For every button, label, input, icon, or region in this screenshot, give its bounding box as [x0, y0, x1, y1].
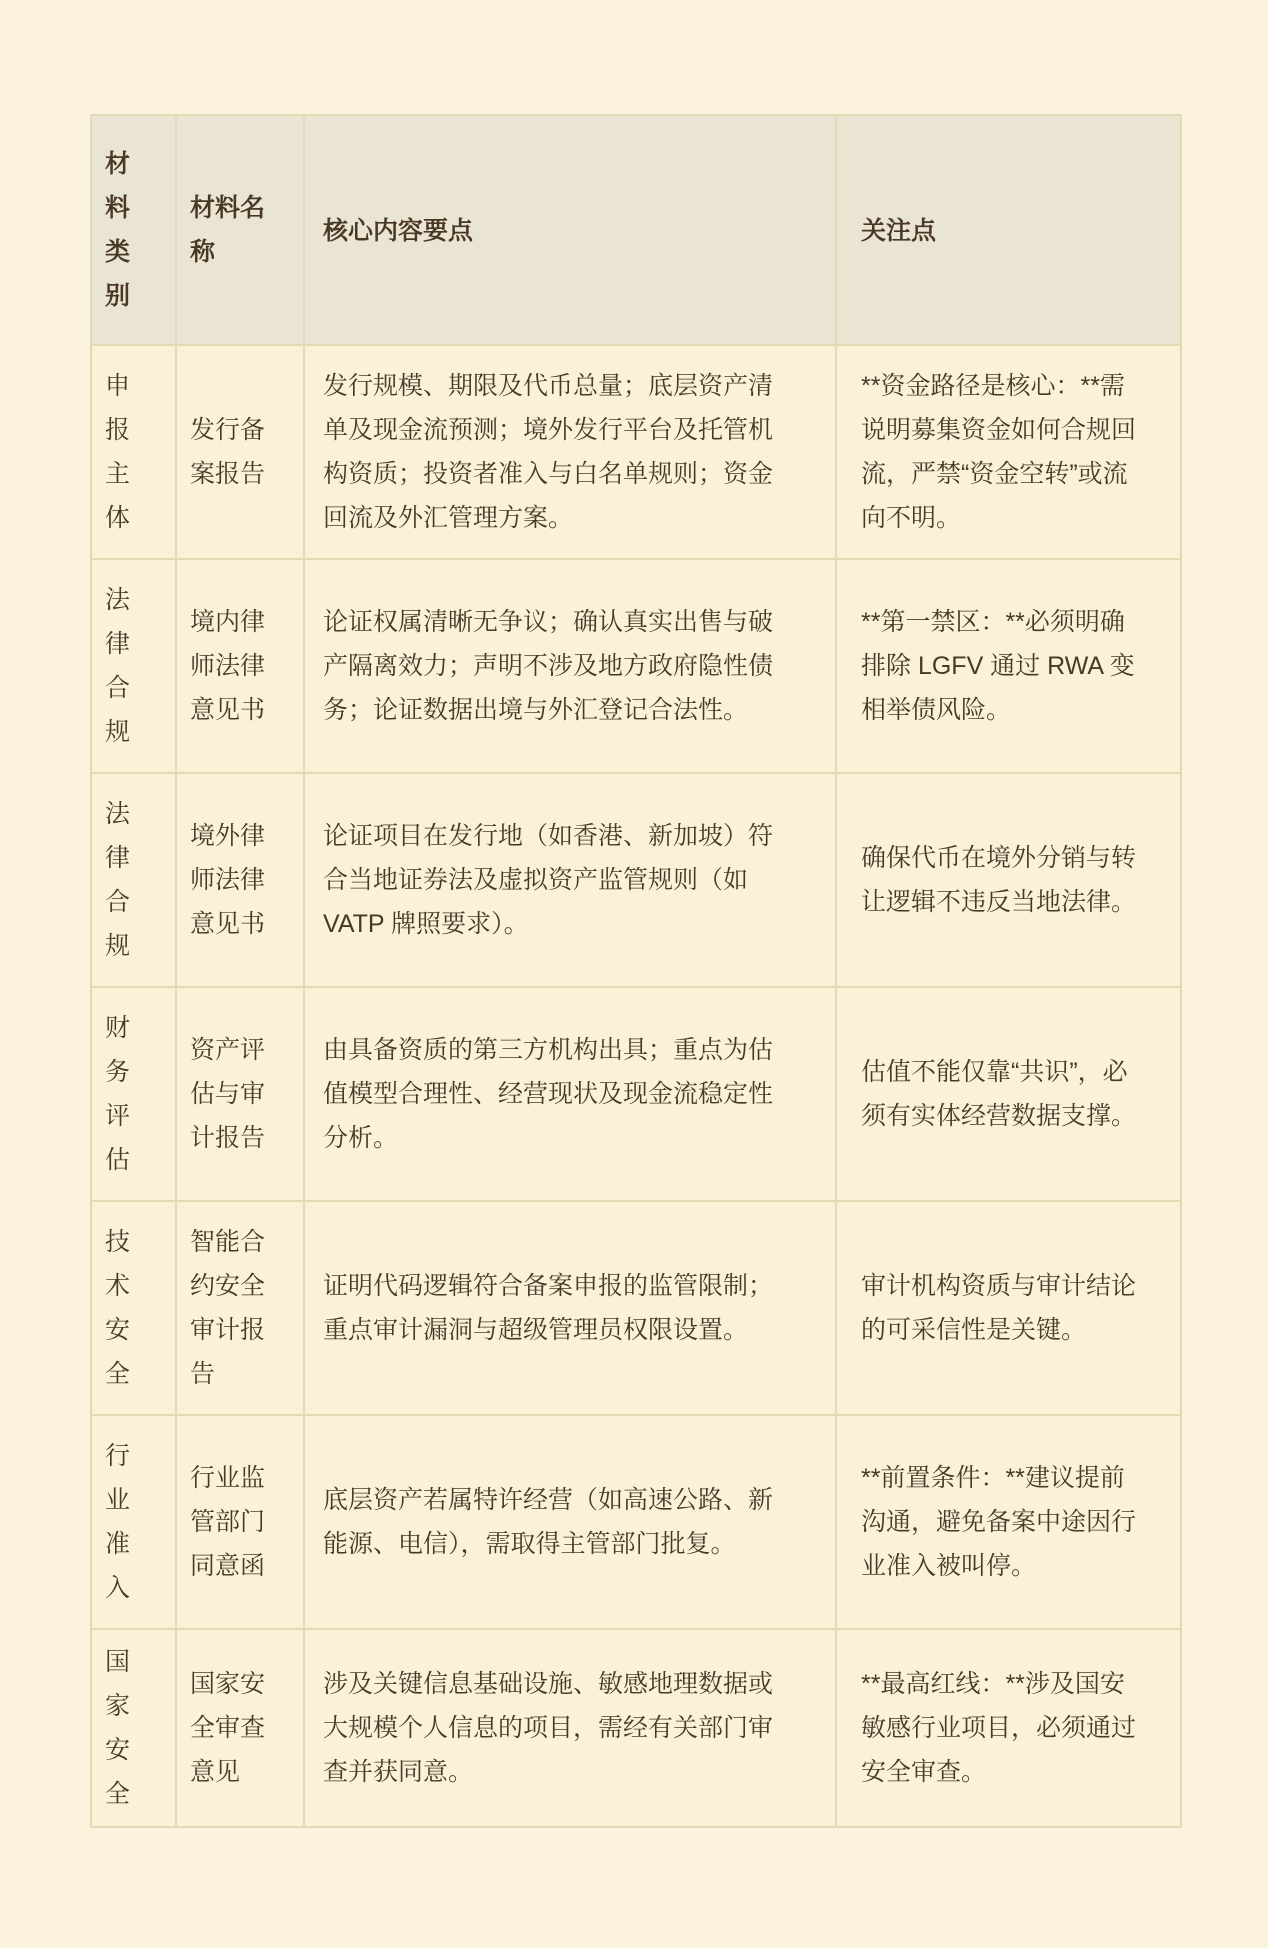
- name-text: 行业监管部门同意函: [190, 1464, 266, 1580]
- category-text: 技术安全: [105, 1228, 131, 1388]
- focus-cell: [836, 773, 1181, 987]
- focus-cell: [836, 1629, 1181, 1827]
- name-text: 国家安全审查意见: [190, 1670, 266, 1786]
- category-cell: [91, 1629, 176, 1827]
- name-text: 境内律师法律意见书: [190, 608, 266, 724]
- header-row: [91, 115, 1181, 345]
- column-header-core-label: 核心内容要点: [323, 216, 474, 245]
- column-header-category-label: 材料类别: [105, 150, 131, 310]
- column-header-core: [304, 115, 836, 345]
- core-cell: [304, 1201, 836, 1415]
- name-cell: [176, 559, 304, 773]
- core-cell: [304, 773, 836, 987]
- name-text: 智能合约安全审计报告: [190, 1228, 266, 1388]
- category-text: 财务评估: [105, 1014, 131, 1174]
- focus-cell: [836, 345, 1181, 559]
- category-text: 行业准入: [105, 1442, 131, 1602]
- table-row: [91, 1415, 1181, 1629]
- core-cell: [304, 1629, 836, 1827]
- focus-cell: [836, 1415, 1181, 1629]
- column-header-category: [91, 115, 176, 345]
- focus-text: **第一禁区：**必须明确排除 LGFV 通过 RWA 变相举债风险。: [861, 608, 1135, 724]
- name-cell: [176, 773, 304, 987]
- category-cell: [91, 1415, 176, 1629]
- name-text: 发行备案报告: [190, 416, 266, 488]
- core-text: 发行规模、期限及代币总量；底层资产清单及现金流预测；境外发行平台及托管机构资质；投资者准入与白名单规则；资金回流及外汇管理方案。: [323, 372, 774, 532]
- table-row: [91, 773, 1181, 987]
- name-cell: [176, 987, 304, 1201]
- materials-table: [90, 114, 1182, 1828]
- focus-cell: [836, 559, 1181, 773]
- table-row: [91, 345, 1181, 559]
- core-cell: [304, 987, 836, 1201]
- core-cell: [304, 559, 836, 773]
- core-text: 由具备资质的第三方机构出具；重点为估值模型合理性、经营现状及现金流稳定性分析。: [323, 1036, 774, 1152]
- name-text: 境外律师法律意见书: [190, 822, 266, 938]
- focus-text: **最高红线：**涉及国安敏感行业项目，必须通过安全审查。: [861, 1670, 1137, 1786]
- focus-text: **资金路径是核心：**需说明募集资金如何合规回流，严禁“资金空转”或流向不明。: [861, 372, 1137, 532]
- category-cell: [91, 559, 176, 773]
- core-text: 涉及关键信息基础设施、敏感地理数据或大规模个人信息的项目，需经有关部门审查并获同意。: [323, 1670, 774, 1786]
- focus-text: 估值不能仅靠“共识”，必须有实体经营数据支撑。: [861, 1058, 1137, 1130]
- core-cell: [304, 345, 836, 559]
- category-cell: [91, 773, 176, 987]
- materials-table-container: [90, 114, 1182, 1828]
- name-cell: [176, 1415, 304, 1629]
- column-header-name: [176, 115, 304, 345]
- name-text: 资产评估与审计报告: [190, 1036, 266, 1152]
- column-header-focus: [836, 115, 1181, 345]
- focus-text: **前置条件：**建议提前沟通，避免备案中途因行业准入被叫停。: [861, 1464, 1137, 1580]
- category-cell: [91, 1201, 176, 1415]
- category-text: 法律合规: [105, 586, 131, 746]
- category-text: 法律合规: [105, 800, 131, 960]
- core-text: 证明代码逻辑符合备案申报的监管限制；重点审计漏洞与超级管理员权限设置。: [323, 1272, 774, 1344]
- focus-cell: [836, 987, 1181, 1201]
- core-text: 论证权属清晰无争议；确认真实出售与破产隔离效力；声明不涉及地方政府隐性债务；论证数据出境与外汇登记合法性。: [323, 608, 774, 724]
- focus-text: 审计机构资质与审计结论的可采信性是关键。: [861, 1272, 1137, 1344]
- category-cell: [91, 345, 176, 559]
- table-row: [91, 1201, 1181, 1415]
- category-cell: [91, 987, 176, 1201]
- core-text: 底层资产若属特许经营（如高速公路、新能源、电信），需取得主管部门批复。: [323, 1486, 774, 1558]
- table-row: [91, 559, 1181, 773]
- category-text: 申报主体: [105, 372, 131, 532]
- name-cell: [176, 1629, 304, 1827]
- table-row: [91, 987, 1181, 1201]
- category-text: 国家安全: [105, 1648, 131, 1808]
- focus-text: 确保代币在境外分销与转让逻辑不违反当地法律。: [861, 844, 1137, 916]
- table-row: [91, 1629, 1181, 1827]
- focus-cell: [836, 1201, 1181, 1415]
- name-cell: [176, 1201, 304, 1415]
- core-cell: [304, 1415, 836, 1629]
- column-header-name-label: 材料名称: [190, 194, 266, 266]
- core-text: 论证项目在发行地（如香港、新加坡）符合当地证券法及虚拟资产监管规则（如 VATP 牌照要求）。: [323, 822, 774, 938]
- column-header-focus-label: 关注点: [861, 216, 937, 245]
- name-cell: [176, 345, 304, 559]
